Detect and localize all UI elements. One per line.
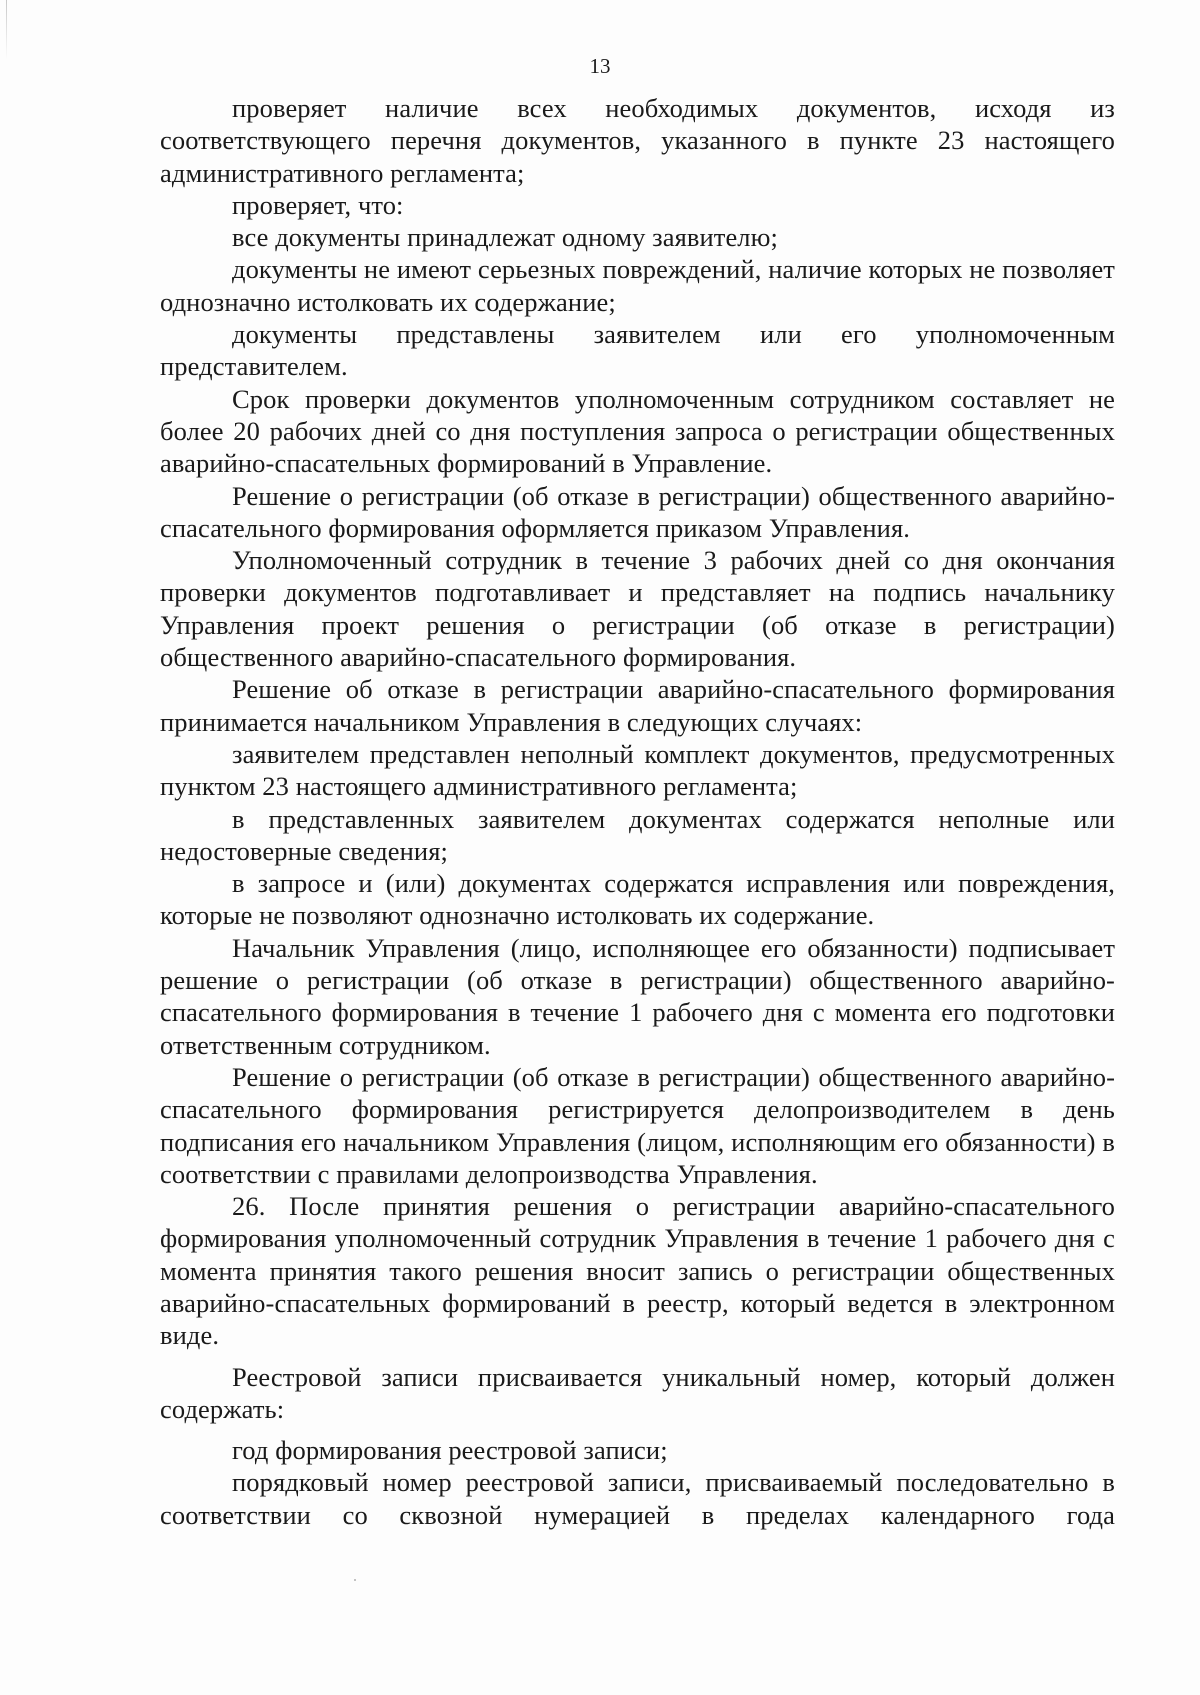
paragraph-6: Срок проверки документов уполномоченным сотрудником составляет не более 20 рабочих дней со дня поступления запроса о регистрации общественных аварийно-спасательных формирований в Управление.: [160, 383, 1115, 479]
paragraph-4: документы не имеют серьезных повреждений, наличие которых не позволяет однозначно истолковать их содержание;: [160, 254, 1115, 317]
paragraph-10: заявителем представлен неполный комплект документов, предусмотренных пунктом 23 настоящего административного регламента;: [160, 738, 1115, 802]
page-number: 13: [589, 54, 611, 78]
paragraph-17: год формирования реестровой записи;: [232, 1435, 668, 1466]
document-body: [160, 92, 1115, 1531]
paragraph-13: Начальник Управления (лицо, исполняющее его обязанности) подписывает решение о регистрации (об отказе в регистрации) общественного аварийно-спасательного формирования в течение 1 рабочего дня с момента его подготовки ответственным сотрудником.: [160, 932, 1115, 1060]
paragraph-15: 26. После принятия решения о регистрации аварийно-спасательного формирования уполномоченный сотрудник Управления в течение 1 рабочего дня с момента принятия такого решения вносит запись о регистрации общественных аварийно-спасательных формирований в реестр, который ведется в электронном виде.: [160, 1191, 1115, 1351]
paragraph-14: Решение о регистрации (об отказе в регистрации) общественного аварийно-спасательного формирования регистрируется делопроизводителем в день подписания его начальником Управления (лицом, исполняющим его обязанности) в соответствии с правилами делопроизводства Управления.: [160, 1061, 1115, 1189]
paragraph-7: Решение о регистрации (об отказе в регистрации) общественного аварийно-спасательного формирования оформляется приказом Управления.: [160, 480, 1115, 543]
paragraph-16: Реестровой записи присваивается уникальный номер, который должен содержать:: [160, 1361, 1115, 1424]
paragraph-5: документы представлены заявителем или его уполномоченным представителем.: [160, 319, 1115, 382]
paragraph-3: все документы принадлежат одному заявителю;: [232, 222, 778, 253]
scan-speck: [354, 1579, 356, 1581]
paragraph-1: проверяет наличие всех необходимых документов, исходя из соответствующего перечня документов, указанного в пункте 23 настоящего административного регламента;: [160, 93, 1115, 188]
paragraph-11: в представленных заявителем документах содержатся неполные или недостоверные сведения;: [160, 803, 1115, 866]
paragraph-12: в запросе и (или) документах содержатся исправления или повреждения, которые не позволяют однозначно истолковать их содержание.: [160, 868, 1115, 931]
paragraph-9: Решение об отказе в регистрации аварийно-спасательного формирования принимается начальником Управления в следующих случаях:: [160, 674, 1115, 737]
paragraph-18: порядковый номер реестровой записи, присваиваемый последовательно в соответствии со сквозной нумерацией в пределах календарного года: [160, 1467, 1115, 1530]
paragraph-2: проверяет, что:: [232, 189, 404, 220]
paragraph-8: Уполномоченный сотрудник в течение 3 рабочих дней со дня окончания проверки документов подготавливает и представляет на подпись начальнику Управления проект решения о регистрации (об отказе в регистрации) общественного аварийно-спасательного формирования.: [160, 545, 1115, 673]
scan-edge-mark: [6, 0, 7, 60]
